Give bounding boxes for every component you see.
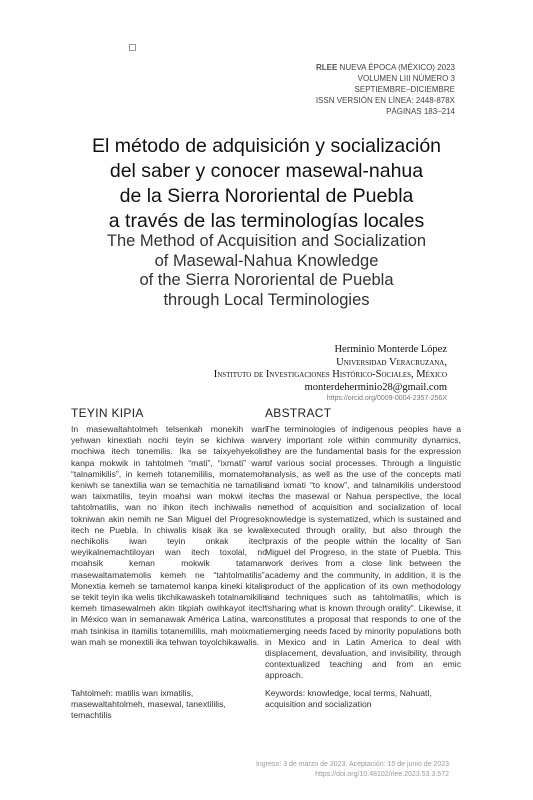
journal-pages: PÁGINAS 183–214: [386, 107, 455, 116]
title-en-line: of the Sierra Nororiental de Puebla: [139, 271, 394, 289]
abstract-english-text: The terminologies of indigenous peoples have a very important role within community dynamics, they are the fundamental basis for the expression of various social processes. Through a linguistic analysis, as well as the use of the concepts mati and ixmati “to know”, and talnamikilis understood as the masewal or Nahua perspective, the local method of acquisition and socialization of local knowledge is systematized, which is sustained and executed through orality, but also through the praxis of the people within the locality of San Miguel del Progreso, in the state of Puebla. This work derives from a close link between the academy and the community, in addition, it is the product of the application of its own methodology and techniques such as tahtolmatilis, which is “sharing what is known through orality”. Likewise, it constitutes a proposal that responds to one of the emerging needs faced by minority populations both in Mexico and in Latin America to deal with displacement, devaluation, and invisibility, through contextualized teaching and from an emic approach.: [265, 424, 461, 681]
keywords-nahuatl: Tahtolmeh: matilis wan ixmatilis, masewaltahtolmeh, masewal, tanextililis, temachtilis: [71, 688, 226, 721]
author-orcid-link[interactable]: https://orcid.org/0009-0004-2357-256X: [326, 395, 447, 402]
journal-period: SEPTIEMBRE–DICIEMBRE: [354, 85, 455, 94]
abstract-english: [265, 406, 461, 682]
journal-volume: VOLUMEN LIII NÚMERO 3: [357, 74, 455, 83]
journal-metadata: [316, 62, 455, 117]
title-en-line: of Masewal-Nahua Knowledge: [154, 251, 379, 270]
author-block: [214, 344, 447, 404]
author-name: Herminio Monterde López: [334, 344, 447, 355]
title-es-line: de la Sierra Nororiental de Puebla: [119, 185, 414, 207]
author-affiliation-university: Universidad Veracruzana,: [336, 356, 447, 368]
author-affiliation-institute: Instituto de Investigaciones Histórico-Sociales, México: [213, 369, 447, 380]
abstract-english-heading: ABSTRACT: [265, 406, 332, 420]
journal-edition: NUEVA ÉPOCA (MÉXICO) 2023: [339, 63, 455, 72]
abstract-nahuatl-text: In masewaltahtolmeh telsenkah monekih wan yehwan kinextiah nochi teyin se kichiwa wan mochiwa itech tonemilis. Ika se taixyehyekolis kanpa mokwik in tahtolmeh “mati”, “ixmati” wan “talnamikilis”, in kemeh totanemililis, momatemoh keniwh se tanextilia wan se temachitia ne tamatilis wan taixmatilis, teyin moahsi wan mokwi itech tahtolmatilis, wan no ihkon itech inchiwalis ne tokniwan akin nemih ne San Miguel del Progreso, itech ne Puebla. In chiwalis kisak ika se kwali nechikolis iwan teyin onkak itech weyikalnemachtiloyan wan itech toxolal, no moahsik keman mokwik tataman masewaltamatemolis kemeh ne “tahtolmatilis”. Monextia kemeh se tamatemol kanpa kineki kitalis se tekit teyin ika welis tikchikawaskeh totalnamikilis kemeh timasewalmeh akin tikpiah owihkayot itech in México wan in semanawak América Latina, wan mah tsinkisa in itamilis totanemililis, mah moixmati, wan mah se monextili ika tehwan toyolchikawalis.: [71, 424, 267, 647]
title-es-line: a través de las terminologías locales: [108, 210, 425, 232]
received-accepted-dates: Ingreso: 3 de marzo de 2023. Aceptación: 15 de junio de 2023: [255, 761, 449, 768]
title-english: [40, 232, 493, 310]
article-dates-footer: [256, 760, 449, 780]
title-es-line: El método de adquisición y socialización: [91, 135, 442, 157]
title-en-line: The Method of Acquisition and Socialization: [106, 232, 427, 250]
doi-link[interactable]: https://doi.org/10.48102/rlee.2023.53.3.572: [315, 771, 449, 778]
title-en-line: through Local Terminologies: [163, 290, 370, 309]
page-corner-marker: [129, 44, 136, 51]
abstract-nahuatl: [71, 406, 267, 648]
journal-edition-line: [316, 62, 455, 73]
title-spanish: [40, 134, 493, 234]
abstract-nahuatl-heading: TEYIN KIPIA: [71, 406, 144, 420]
keywords-english: Keywords: knowledge, local terms, Nahuatl, acquisition and socialization: [265, 688, 432, 710]
journal-issn: ISSN VERSIÓN EN LÍNEA: 2448-878X: [315, 96, 455, 105]
title-es-line: del saber y conocer masewal-nahua: [109, 160, 424, 182]
journal-brand: RLEE: [315, 63, 338, 72]
author-email[interactable]: monterdeherminio28@gmail.com: [304, 381, 447, 393]
